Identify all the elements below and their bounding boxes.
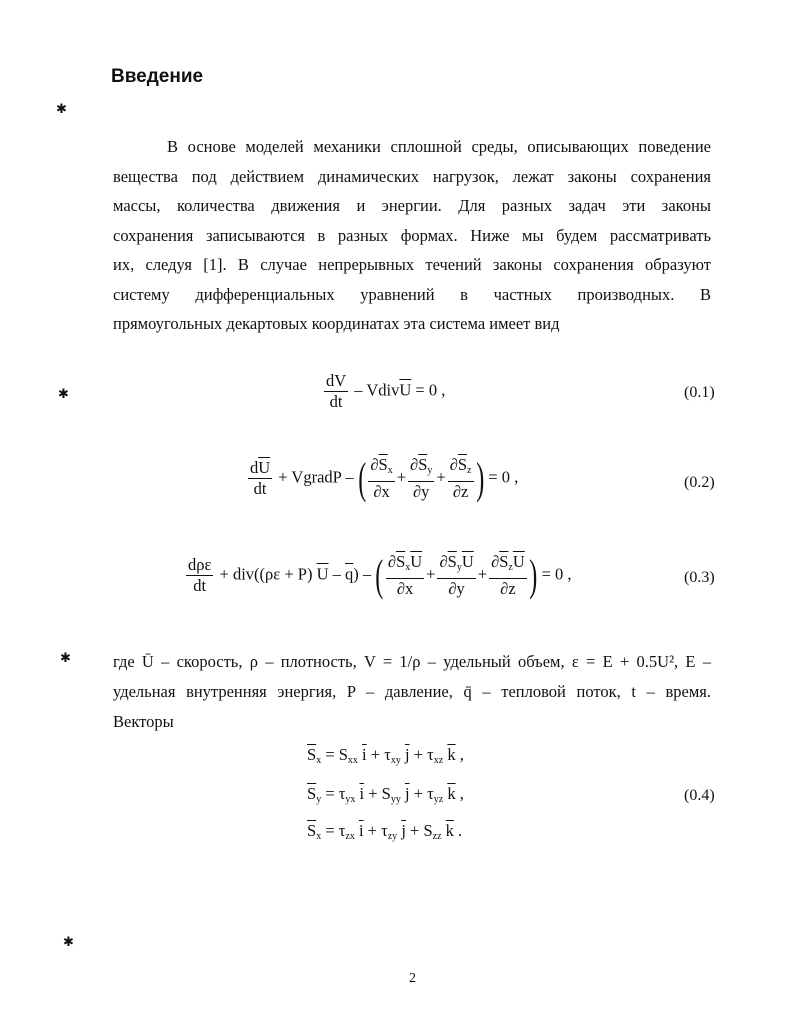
equation-number: (0.1) xyxy=(684,384,715,401)
text-line: их, следуя [1]. В случае непрерывных течений законы сохранения образуют xyxy=(113,255,711,274)
text-line: прямоугольных декартовых координатах эта система имеет вид xyxy=(113,314,560,333)
text-line: систему дифференциальных уравнений в частных производных. В xyxy=(113,284,711,304)
scan-mark: ✱ xyxy=(60,650,71,665)
text-line: где Ū – скорость, ρ – плотность, V = 1/ρ – удельный объем, ε = E + 0.5U², E – xyxy=(113,652,711,671)
equation-number: (0.4) xyxy=(684,787,715,804)
scan-mark: ✱ xyxy=(56,101,67,116)
text-line: Векторы xyxy=(113,712,174,731)
equation-0-3: $\frac{\text{dρε}}{dt}$ + div((ρε + P) $\overline{U} - \overline{q}$) – ( $\frac{\partial\overline{S}_x\overline{U}}{\partial x}$ + $\frac{\partial\overline{S}_y\overline{U}}{\partial y}$ + $\frac{\partial\overline{S}_z\overline{U}}{\partial z}$ ) = 0 , xyxy=(188,550,572,600)
text-line: В основе моделей механики сплошной среды, описывающих поведение xyxy=(167,137,711,156)
equation-0-2: $\frac{d\overline{U}}{dt}$ + VgradP – ( $\frac{\partial\overline{S}_x}{\partial x}$ + $\frac{\partial\overline{S}_y}{\partial y}$ + $\frac{\partial\overline{S}_z}{\partial z}$ ) = 0 , xyxy=(250,453,519,503)
equation-0-4-line: $\overline{S}_y = \tau_{yx}$ $\overline{i} + S_{yy}$ $\overline{j} + \tau_{yz}$ $\overline{k}$ , xyxy=(307,784,464,805)
where-paragraph xyxy=(113,647,711,737)
page-number: 2 xyxy=(409,971,416,986)
equation-number: (0.3) xyxy=(684,569,715,586)
text-line: вещества под действием динамических нагрузок, лежат законы сохранения xyxy=(113,166,711,186)
section-heading: Введение xyxy=(111,66,204,87)
intro-paragraph xyxy=(113,132,711,339)
equation-0-4-line: $\overline{S}_x = S_{xx}$ $\overline{i} + \tau_{xy}$ $\overline{j} + \tau_{xz}$ $\overline{k}$ , xyxy=(307,745,464,766)
text-line: удельная внутренняя энергия, P – давление, q̄ – тепловой поток, t – время. xyxy=(113,682,711,701)
text-line: сохранения записываются в разных формах. Ниже мы будем рассматривать xyxy=(113,225,711,245)
equation-number: (0.2) xyxy=(684,474,715,491)
equation-0-1: $\frac{dV}{dt}$ – $Vdiv\overline{U} = 0$ , xyxy=(326,371,446,411)
scan-mark: ✱ xyxy=(58,386,69,401)
equation-0-4-line: $\overline{S}_x = \tau_{zx}$ $\overline{i} + \tau_{zy}$ $\overline{j} + S_{zz}$ $\overline{k}$ . xyxy=(307,821,463,842)
scan-mark: ✱ xyxy=(63,934,74,949)
text-line: массы, количества движения и энергии. Для разных задач эти законы xyxy=(113,196,711,215)
